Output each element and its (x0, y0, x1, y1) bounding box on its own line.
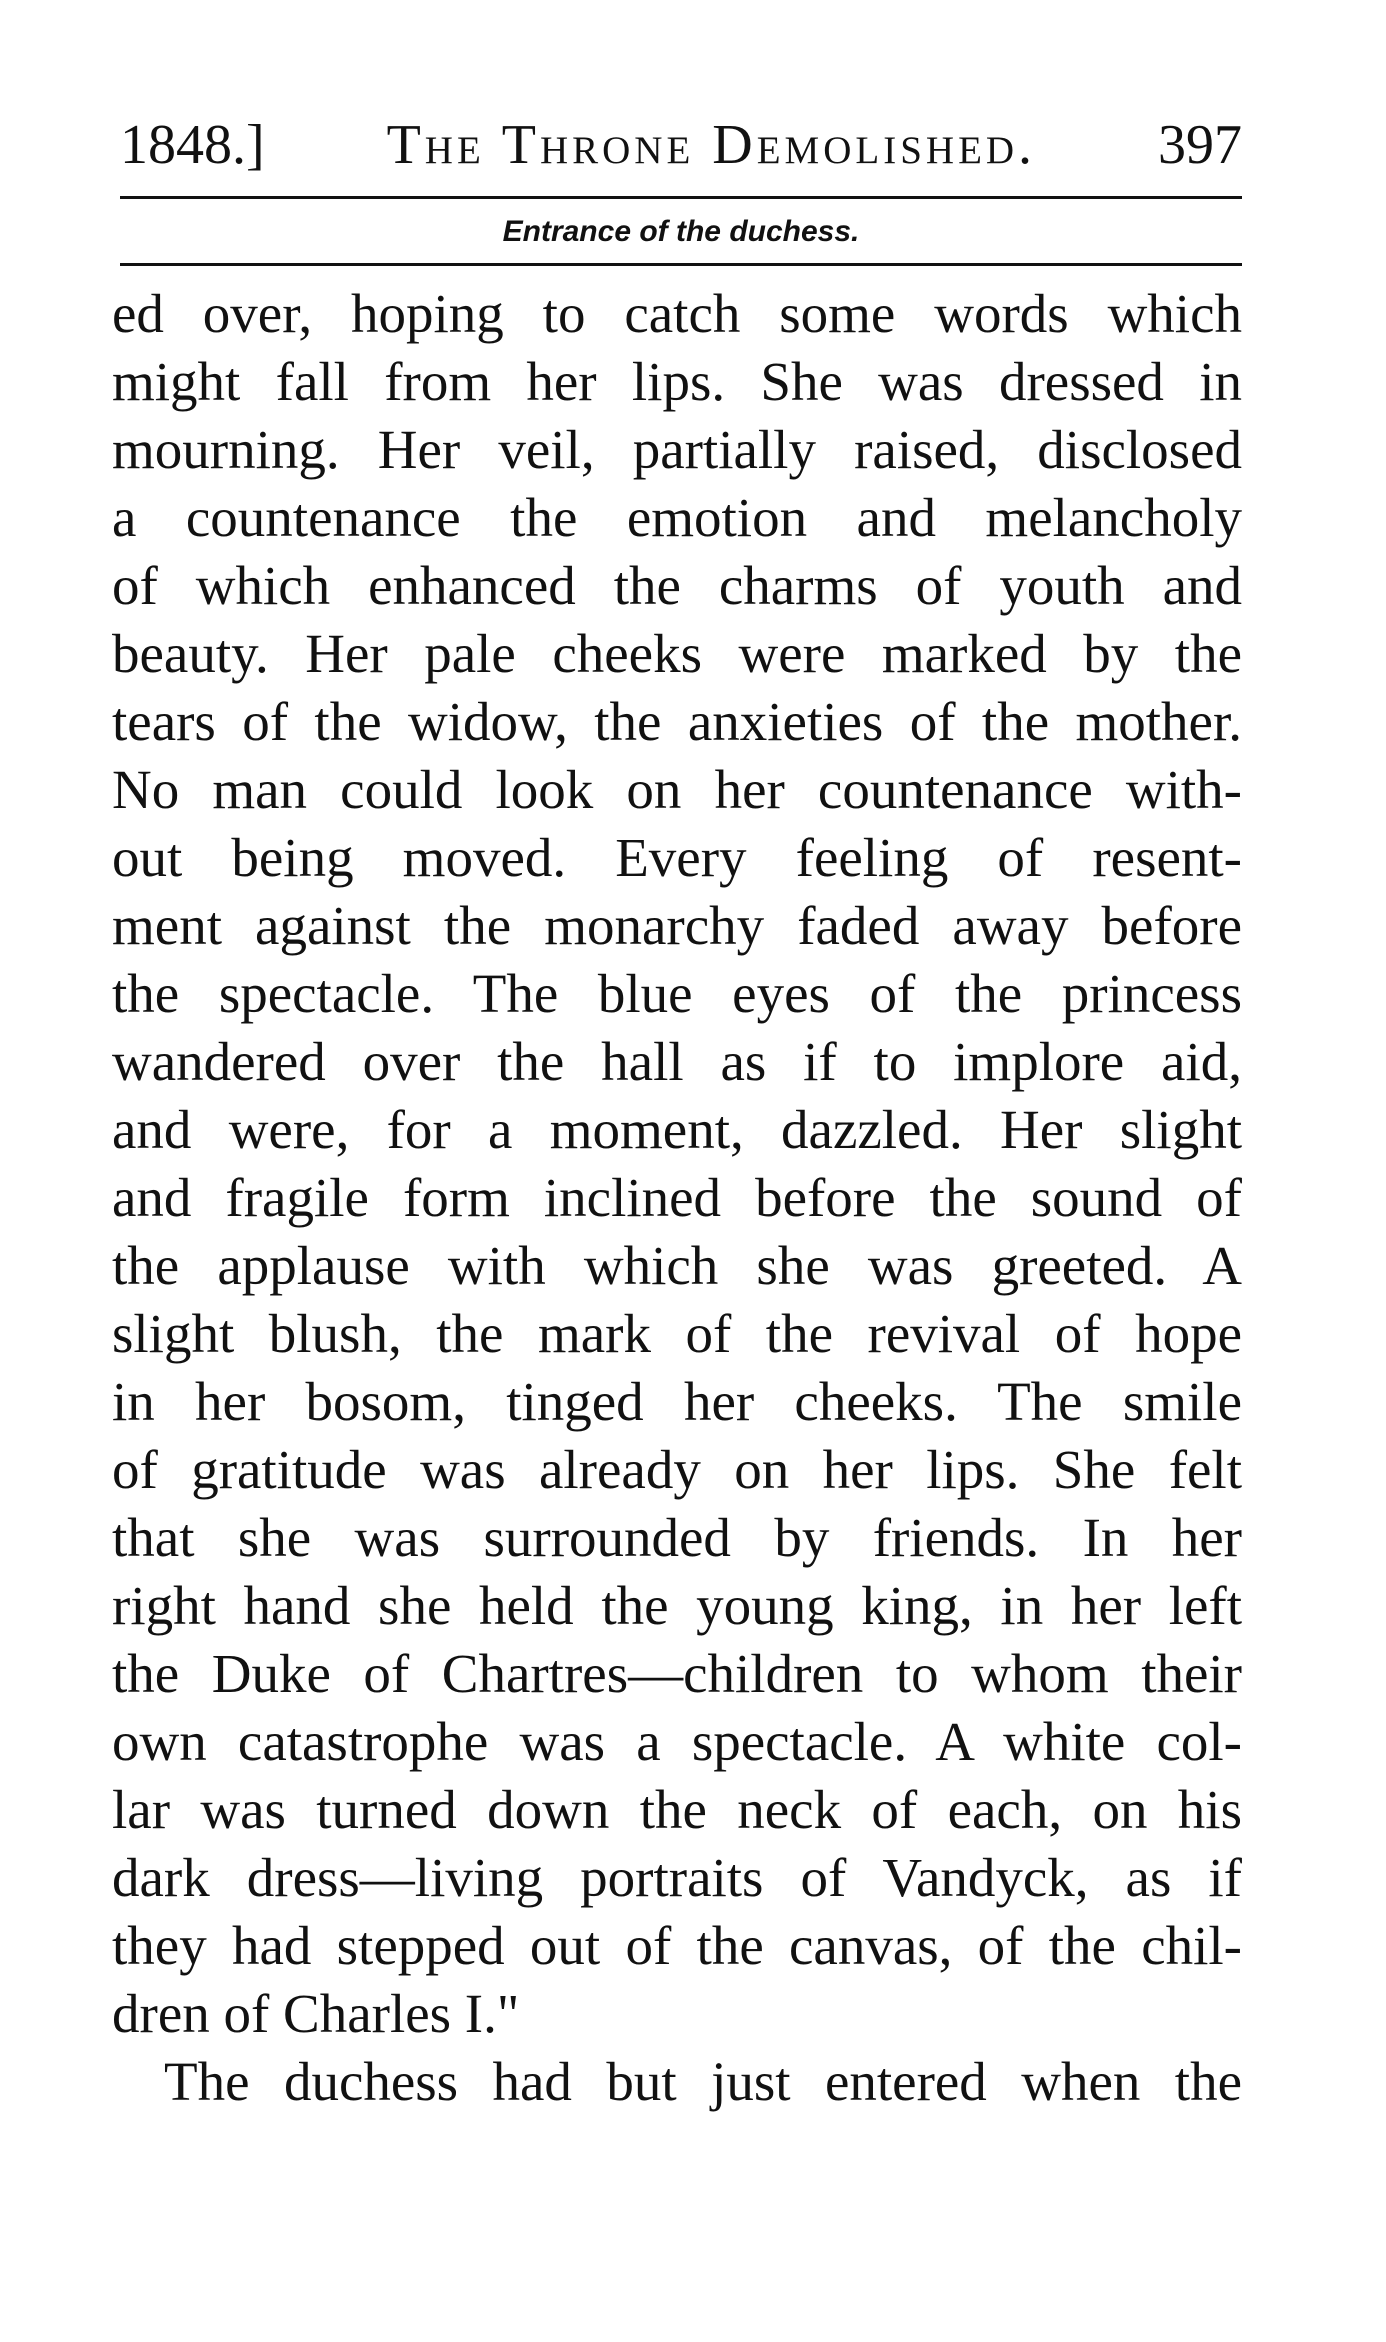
text-line: the spectacle. The blue eyes of the princess (112, 963, 1242, 1024)
text-line: ment against the monarchy faded away before (112, 895, 1242, 956)
text-line: and fragile form inclined before the sound of (112, 1167, 1242, 1228)
text-line: right hand she held the young king, in her left (112, 1575, 1242, 1636)
text-line: slight blush, the mark of the revival of hope (112, 1303, 1242, 1364)
paragraph-end-line: dren of Charles I." (112, 1983, 520, 2044)
text-line: own catastrophe was a spectacle. A white col- (112, 1711, 1242, 1772)
text-line: in her bosom, tinged her cheeks. The smile (112, 1371, 1242, 1432)
header-rule-bottom (120, 263, 1242, 266)
text-line: they had stepped out of the canvas, of the chil- (112, 1915, 1242, 1976)
text-line: dark dress—living portraits of Vandyck, as if (112, 1847, 1242, 1908)
text-line: might fall from her lips. She was dressed in (112, 351, 1242, 412)
page-number: 397 (1157, 114, 1242, 176)
running-head-year: 1848.] (120, 114, 265, 176)
running-head-title: The Throne Demolished. (386, 114, 1037, 176)
text-line: that she was surrounded by friends. In her (112, 1507, 1242, 1568)
body-text (112, 280, 1242, 2116)
text-line: the Duke of Chartres—children to whom their (112, 1643, 1242, 1704)
paragraph-start-line: The duchess had but just entered when the (164, 2051, 1242, 2112)
text-line: a countenance the emotion and melancholy (112, 487, 1242, 548)
header-rule-top (120, 196, 1242, 199)
text-line: the applause with which she was greeted. A (112, 1235, 1242, 1296)
running-head (120, 110, 1242, 180)
text-line: mourning. Her veil, partially raised, disclosed (112, 419, 1242, 480)
text-line: lar was turned down the neck of each, on his (112, 1779, 1242, 1840)
text-line: and were, for a moment, dazzled. Her slight (112, 1099, 1242, 1160)
text-line: tears of the widow, the anxieties of the mother. (112, 691, 1242, 752)
text-line: out being moved. Every feeling of resent- (112, 827, 1242, 888)
text-line: ed over, hoping to catch some words which (112, 283, 1242, 344)
text-line: beauty. Her pale cheeks were marked by the (112, 623, 1242, 684)
section-subhead: Entrance of the duchess. (502, 215, 860, 248)
text-line: of gratitude was already on her lips. She felt (112, 1439, 1242, 1500)
text-line: wandered over the hall as if to implore aid, (112, 1031, 1242, 1092)
text-line: No man could look on her countenance with- (112, 759, 1242, 820)
text-line: of which enhanced the charms of youth and (112, 555, 1242, 616)
